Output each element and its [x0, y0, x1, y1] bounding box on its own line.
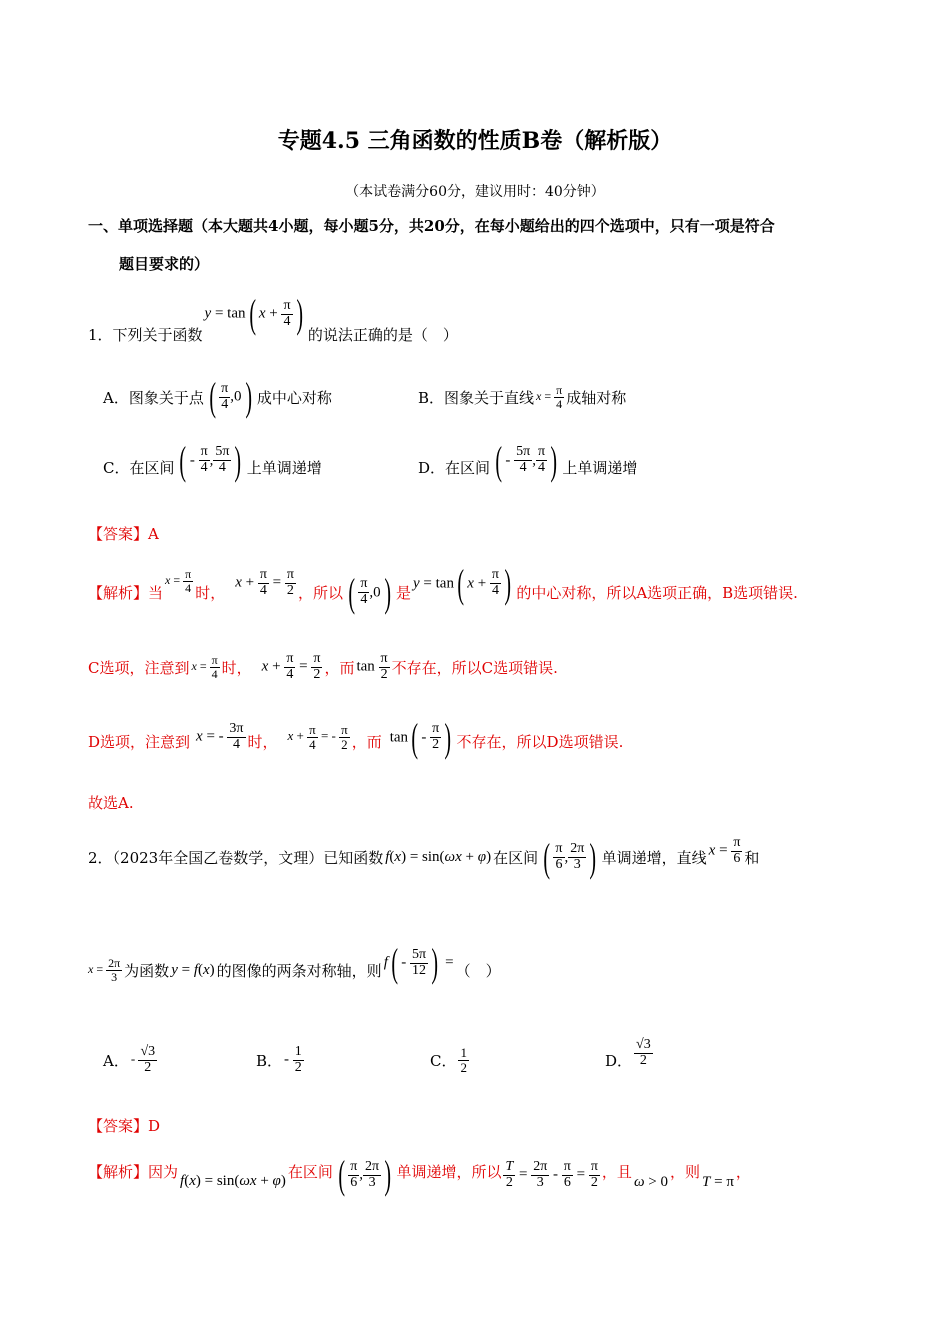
- option-d[interactable]: [418, 437, 638, 495]
- exp1-x-value: x = $\frac{\pi}{4}$: [165, 567, 192, 595]
- option-b-tail: 成轴对称: [566, 388, 627, 407]
- option-a-point: ( $\frac{\pi}{4}$ ,0): [209, 374, 252, 419]
- option-a[interactable]: [103, 372, 332, 422]
- q2-exp-t3: ，且: [601, 1162, 632, 1181]
- exp1-sum: x + $\frac{\pi}{4}$ = $\frac{\pi}{2}$: [235, 567, 294, 598]
- option-d-tail: 上单调递增: [562, 459, 638, 477]
- question-2-mid3: 和: [744, 849, 760, 867]
- q2-exp-t1: 在区间: [287, 1162, 333, 1181]
- exp3-t3: 不存在，所以D选项错误.: [456, 733, 624, 751]
- question-2-mid2: 单调递增，直线: [601, 849, 707, 867]
- option-d-interval: ( - $\frac{5\pi}{4}$ , $\frac{\pi}{4}$ ): [495, 437, 558, 483]
- q2-exp-period: T = π: [702, 1173, 734, 1190]
- exp1-t1: 时，: [195, 584, 226, 602]
- exp3-t2: ，而: [351, 733, 382, 751]
- q2-option-d-value: $\frac{√3}{2}$: [636, 1036, 651, 1068]
- q2-exp-function: f(x) = sin(ωx + φ): [180, 1172, 286, 1189]
- q2-exp-lead: 【解析】因为: [88, 1162, 179, 1181]
- option-b[interactable]: [418, 372, 626, 422]
- q2-option-b-label: B．: [256, 1051, 283, 1070]
- q2-explanation: [88, 1145, 751, 1205]
- exp1-t2: ，所以: [297, 584, 343, 602]
- q2-exp-omega: ω > 0: [633, 1173, 668, 1190]
- q2-option-b[interactable]: [256, 1030, 304, 1090]
- exp2-t1: 时，: [221, 659, 252, 677]
- option-c-interval: ( - $\frac{\pi}{4}$ , $\frac{5\pi}{4}$ ): [179, 437, 242, 483]
- q2-function-y: y = f(x): [171, 961, 215, 978]
- question-2-stem-line2: [88, 940, 501, 1000]
- q2-interval: ( $\frac{\pi}{6}$ , $\frac{2\pi}{3}$ ): [543, 834, 597, 880]
- q1-explanation-3: [88, 705, 623, 770]
- q1-explanation-1: [88, 555, 798, 630]
- q2-option-c[interactable]: [430, 1030, 469, 1090]
- question-2-line2c: （ ）: [455, 961, 501, 980]
- q2-option-a-label: A．: [103, 1051, 129, 1070]
- question-2-stem: [88, 825, 759, 890]
- question-1-stem: [88, 286, 458, 356]
- q2-line-2: x = $\frac{2\pi}{3}$: [88, 955, 121, 984]
- exp1-function: y = tan( x + $\frac{\pi}{4}$ ): [412, 560, 511, 606]
- q1-answer: 【答案】A: [88, 525, 159, 543]
- option-c-label: C．在区间: [103, 459, 175, 477]
- option-a-tail: 成中心对称: [256, 388, 332, 407]
- question-2-prefix: 2．（2023年全国乙卷数学，文理）已知函数: [88, 849, 384, 867]
- exp2-lead: C选项，注意到: [88, 659, 190, 677]
- exp3-t1: 时，: [247, 733, 278, 751]
- page-subtitle: （本试卷满分60分，建议用时：40分钟）: [345, 184, 605, 200]
- q1-function-formula: y = tan( x + $\frac{\pi}{4}$ ): [204, 291, 303, 336]
- exp2-tan: tan $\frac{\pi}{2}$: [356, 651, 388, 682]
- q2-function-formula: f(x) = sin(ωx + φ): [385, 849, 492, 865]
- question-1-prefix: 1．下列关于函数: [88, 325, 203, 344]
- exp2-sum: x + $\frac{\pi}{4}$ = $\frac{\pi}{2}$: [261, 651, 321, 682]
- q2-target-expression: f( - $\frac{5\pi}{12}$ ) =: [383, 940, 454, 985]
- exp1-t4: 的中心对称，所以A选项正确，B选项错误.: [516, 584, 798, 602]
- option-c-tail: 上单调递增: [246, 459, 322, 477]
- question-2-mid1: 在区间: [493, 849, 539, 867]
- exp2-x-value: x = $\frac{\pi}{4}$: [191, 653, 218, 681]
- question-2-line2b: 的图像的两条对称轴，则: [216, 961, 382, 980]
- exp3-sum: x + $\frac{\pi}{4}$ = - $\frac{\pi}{2}$: [287, 722, 348, 752]
- option-c[interactable]: [103, 437, 322, 495]
- exp3-x-value: x = - $\frac{3\pi}{4}$: [196, 721, 244, 752]
- q1-explanation-2: [88, 640, 558, 695]
- q2-exp-t5: ，: [735, 1162, 751, 1181]
- section-heading-line1: 一、单项选择题（本大题共4小题，每小题5分，共20分，在每小题给出的四个选项中，只有一项是符合: [88, 217, 775, 235]
- exp1-t3: 是: [395, 584, 411, 602]
- exp1-point: ( $\frac{\pi}{4}$ ,0): [348, 569, 391, 615]
- q2-option-c-value: $\frac{1}{2}$: [460, 1044, 467, 1075]
- exp1-lead: 【解析】当: [88, 584, 164, 602]
- q2-option-d-label: D．: [605, 1051, 633, 1070]
- option-d-label: D．在区间: [418, 459, 491, 477]
- q2-option-a-value: - $\frac{√3}{2}$: [130, 1043, 156, 1075]
- q2-option-d[interactable]: [605, 1030, 653, 1090]
- question-1-suffix: 的说法正确的是（ ）: [307, 325, 458, 344]
- section-heading-line2: 题目要求的）: [119, 255, 210, 273]
- q2-option-a[interactable]: [103, 1030, 157, 1090]
- q2-exp-t2: 单调递增，所以: [396, 1162, 502, 1181]
- q2-answer: 【答案】D: [88, 1117, 161, 1135]
- q2-exp-t4: ，则: [670, 1162, 701, 1181]
- page-title: 专题4.5 三角函数的性质B卷（解析版）: [277, 128, 673, 154]
- exp2-t3: 不存在，所以C选项错误.: [391, 659, 558, 677]
- q1-conclusion: 故选A.: [88, 794, 134, 812]
- question-2-line2a: 为函数: [124, 961, 170, 980]
- option-a-label: A．图象关于点: [103, 388, 204, 407]
- exp2-t2: ，而: [324, 659, 355, 677]
- q2-exp-interval: ( $\frac{\pi}{6}$ , $\frac{2\pi}{3}$ ): [338, 1152, 392, 1197]
- q2-option-b-value: - $\frac{1}{2}$: [284, 1043, 302, 1075]
- q2-line-1: x = $\frac{\pi}{6}$: [708, 835, 741, 866]
- q2-option-c-label: C．: [430, 1051, 457, 1070]
- option-b-line: x = $\frac{\pi}{4}$: [536, 382, 563, 411]
- exp3-tan: tan( - $\frac{\pi}{2}$ ): [389, 714, 452, 760]
- q2-exp-half-period: $\frac{T}{2}$ = $\frac{2\pi}{3}$ - $\frac{\pi}{6}$ = $\frac{\pi}{2}$: [505, 1158, 598, 1190]
- exp3-lead: D选项，注意到: [88, 733, 191, 751]
- option-b-label: B．图象关于直线: [418, 388, 535, 407]
